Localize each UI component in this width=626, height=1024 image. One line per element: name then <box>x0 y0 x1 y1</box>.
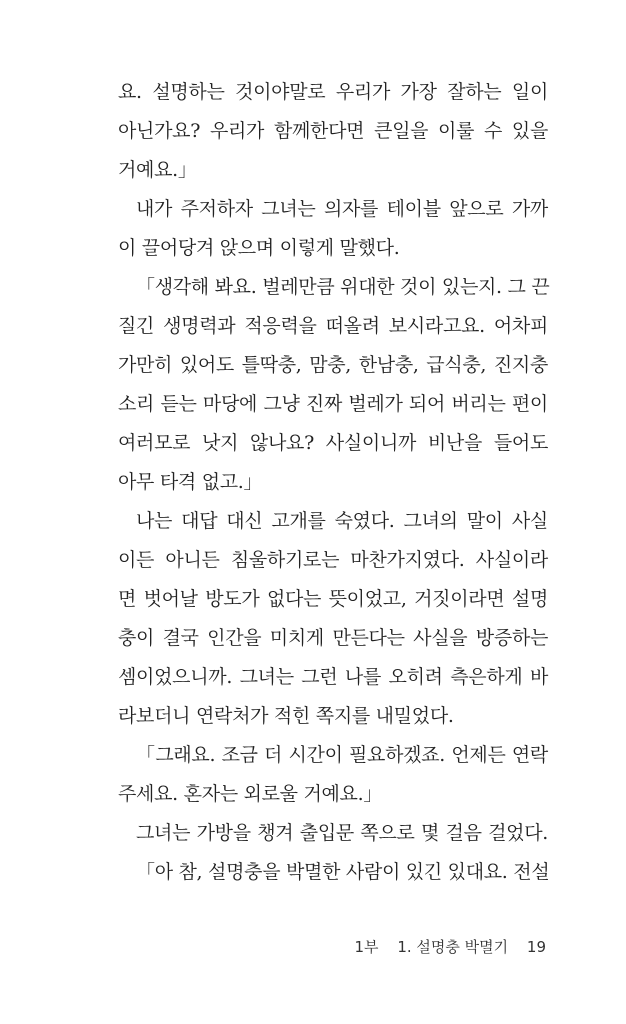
body-line-11: 아무 타격 없고.」 <box>118 471 263 493</box>
body-line-8: 가만히 있어도 틀딱충, 맘충, 한남충, 급식충, 진지충 <box>118 354 548 376</box>
body-line-18: 「그래요. 조금 더 시간이 필요하겠죠. 언제든 연락 <box>136 744 548 766</box>
body-line-19: 주세요. 혼자는 외로울 거예요.」 <box>118 783 383 805</box>
body-line-10: 여러모로 낫지 않나요? 사실이니까 비난을 들어도 <box>118 432 548 454</box>
page-number: 19 <box>526 938 546 956</box>
body-line-5: 이 끌어당겨 앉으며 이렇게 말했다. <box>118 237 400 259</box>
body-line-13: 이든 아니든 침울하기로는 마찬가지였다. 사실이라 <box>118 549 548 571</box>
body-line-16: 셈이었으니까. 그녀는 그런 나를 오히려 측은하게 바 <box>118 666 548 688</box>
body-line-12: 나는 대답 대신 고개를 숙였다. 그녀의 말이 사실 <box>136 510 548 532</box>
body-line-9: 소리 듣는 마당에 그냥 진짜 벌레가 되어 버리는 편이 <box>118 393 548 415</box>
body-line-7: 질긴 생명력과 적응력을 떠올려 보시라고요. 어차피 <box>118 315 548 337</box>
footer-part: 1부 <box>354 938 379 956</box>
footer-chapter-title: 1. 설명충 박멸기 <box>397 938 509 956</box>
body-line-17: 라보더니 연락처가 적힌 쪽지를 내밀었다. <box>118 705 454 727</box>
body-line-21: 「아 참, 설명충을 박멸한 사람이 있긴 있대요. 전설 <box>136 861 550 883</box>
body-line-3: 거예요.」 <box>118 159 197 181</box>
body-line-20: 그녀는 가방을 챙겨 출입문 쪽으로 몇 걸음 걸었다. <box>136 822 548 844</box>
body-line-2: 아닌가요? 우리가 함께한다면 큰일을 이룰 수 있을 <box>118 120 548 142</box>
body-line-15: 충이 결국 인간을 미치게 만든다는 사실을 방증하는 <box>118 627 548 649</box>
body-line-1: 요. 설명하는 것이야말로 우리가 가장 잘하는 일이 <box>118 81 548 103</box>
running-footer <box>355 936 547 957</box>
body-line-6: 「생각해 봐요. 벌레만큼 위대한 것이 있는지. 그 끈 <box>136 276 550 298</box>
body-line-14: 면 벗어날 방도가 없다는 뜻이었고, 거짓이라면 설명 <box>118 588 548 610</box>
body-line-4: 내가 주저하자 그녀는 의자를 테이블 앞으로 가까 <box>136 198 548 220</box>
